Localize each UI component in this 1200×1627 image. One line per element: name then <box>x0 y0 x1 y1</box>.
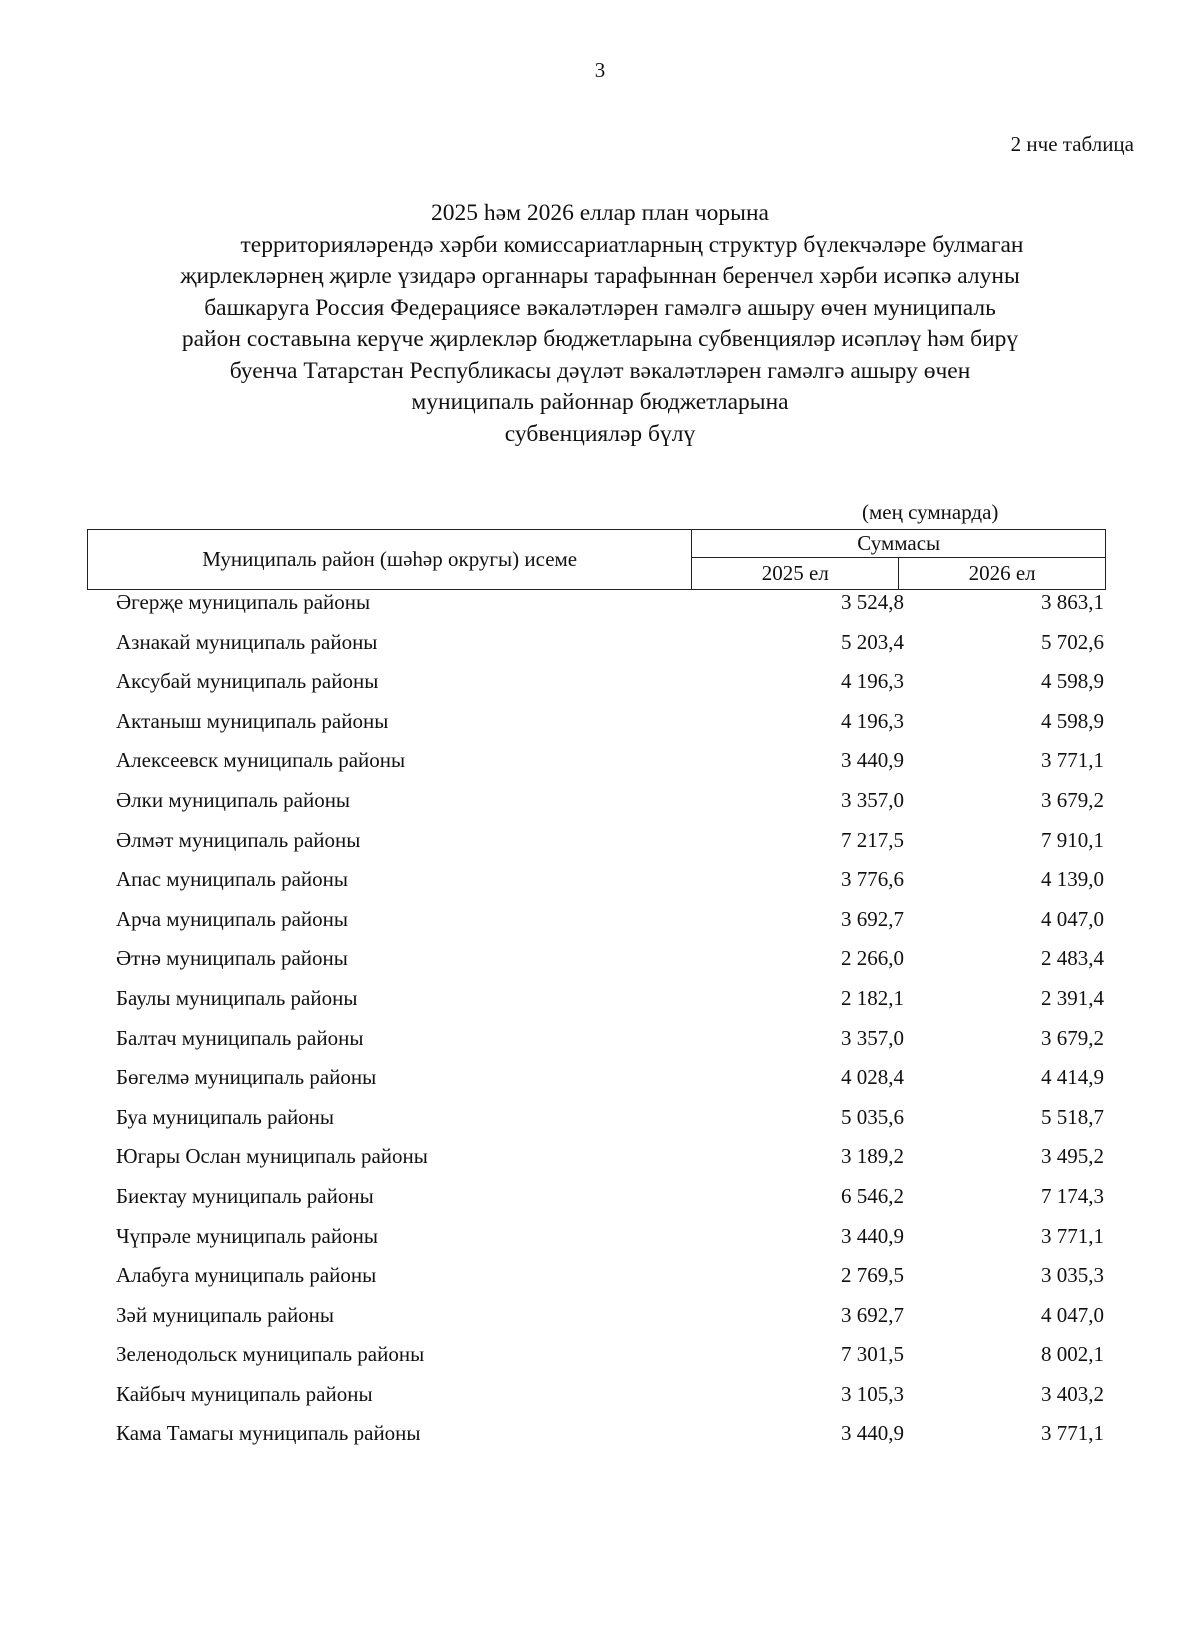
amount-2026: 5 702,6 <box>1041 629 1104 654</box>
amount-2025: 7 217,5 <box>841 827 904 852</box>
district-name: Азнакай муниципаль районы <box>116 629 378 654</box>
amount-2025: 3 776,6 <box>841 867 904 892</box>
table-row <box>0 1144 1200 1184</box>
title-line: территорияләрендә хәрби комиссариатларның структур бүлекчәләре булмаган <box>240 231 1024 258</box>
amount-2026: 2 391,4 <box>1041 985 1104 1010</box>
table-row <box>0 1065 1200 1105</box>
district-name: Зеленодольск муниципаль районы <box>116 1342 425 1367</box>
title-line: җирлекләрнең җирле үзидарә органнары тарафыннан беренчел хәрби исәпкә алуны <box>180 263 1020 289</box>
table-row <box>0 590 1200 630</box>
table-row <box>0 1342 1200 1382</box>
amount-2025: 3 692,7 <box>841 1302 904 1327</box>
amount-2026: 4 598,9 <box>1041 669 1104 694</box>
amount-2025: 3 357,0 <box>841 1025 904 1050</box>
title-line: 2025 һәм 2026 еллар план чорына <box>431 200 769 226</box>
amount-2026: 2 483,4 <box>1041 946 1104 971</box>
title-line: субвенцияләр бүлү <box>504 420 696 447</box>
table-row <box>0 828 1200 868</box>
amount-2026: 3 403,2 <box>1041 1381 1104 1406</box>
table-row <box>0 1105 1200 1145</box>
district-name: Әлмәт муниципаль районы <box>116 827 361 852</box>
table-row <box>0 1184 1200 1224</box>
amount-2025: 6 546,2 <box>841 1183 904 1208</box>
amount-2026: 7 174,3 <box>1041 1183 1104 1208</box>
table-row <box>0 748 1200 788</box>
district-name: Әгерҗе муниципаль районы <box>116 590 371 614</box>
title-line: муниципаль районнар бюджетларына <box>411 389 789 415</box>
table-row <box>0 907 1200 947</box>
table-row <box>0 946 1200 986</box>
amount-2026: 4 139,0 <box>1041 867 1104 892</box>
district-name: Әлки муниципаль районы <box>116 787 351 812</box>
district-name: Биектау муниципаль районы <box>116 1183 374 1208</box>
header-sum: Суммасы <box>692 530 1106 558</box>
amount-2026: 3 495,2 <box>1041 1144 1104 1169</box>
table-row <box>0 1263 1200 1303</box>
amount-2025: 3 692,7 <box>841 906 904 931</box>
district-name: Әтнә муниципаль районы <box>116 946 348 971</box>
district-name: Баулы муниципаль районы <box>116 985 358 1010</box>
amount-2025: 5 203,4 <box>841 629 904 654</box>
table-row <box>0 1026 1200 1066</box>
amount-2026: 4 414,9 <box>1041 1065 1104 1090</box>
amount-2026: 3 863,1 <box>1041 590 1104 614</box>
amount-2025: 4 028,4 <box>841 1065 904 1090</box>
amount-2025: 3 524,8 <box>841 590 904 614</box>
title-line: буенча Татарстан Республикасы дәүләт вәкаләтләрен гамәлгә ашыру өчен <box>229 357 971 384</box>
district-name: Югары Ослан муниципаль районы <box>116 1144 428 1169</box>
amount-2026: 4 047,0 <box>1041 906 1104 931</box>
table-row <box>0 1224 1200 1264</box>
amount-2026: 4 047,0 <box>1041 1302 1104 1327</box>
amount-2025: 2 266,0 <box>841 946 904 971</box>
amount-2026: 3 679,2 <box>1041 1025 1104 1050</box>
amount-2026: 3 771,1 <box>1041 1223 1104 1248</box>
amount-2025: 4 196,3 <box>841 708 904 733</box>
amount-2026: 3 035,3 <box>1041 1263 1104 1288</box>
district-name: Аксубай муниципаль районы <box>116 669 379 694</box>
amount-2026: 3 679,2 <box>1041 787 1104 812</box>
district-name: Зәй муниципаль районы <box>116 1302 335 1327</box>
amount-2025: 3 105,3 <box>841 1381 904 1406</box>
page-number: 3 <box>594 58 606 82</box>
amount-2025: 3 357,0 <box>841 787 904 812</box>
table-row <box>0 1421 1200 1461</box>
table-row <box>0 669 1200 709</box>
district-name: Апас муниципаль районы <box>116 867 348 892</box>
district-name: Кама Тамагы муниципаль районы <box>116 1421 421 1446</box>
district-name: Алексеевск муниципаль районы <box>116 748 406 773</box>
table-body <box>0 590 1200 1461</box>
header-year-2026: 2026 ел <box>899 558 1106 590</box>
district-name: Балтач муниципаль районы <box>116 1025 364 1050</box>
amount-2025: 2 182,1 <box>841 985 904 1010</box>
title-line: башкаруга Россия Федерациясе вәкаләтләрен гамәлгә ашыру өчен муниципаль <box>204 294 996 321</box>
title-line: район составына керүче җирлекләр бюджетларына субвенцияләр исәпләү һәм бирү <box>181 326 1019 352</box>
district-name: Буа муниципаль районы <box>116 1104 335 1129</box>
header-year-2025: 2025 ел <box>692 558 899 590</box>
district-name: Актаныш муниципаль районы <box>116 708 389 733</box>
header-name: Муниципаль район (шәһәр округы) исеме <box>88 530 692 590</box>
units-note: (мең сумнарда) <box>862 500 999 524</box>
table-row <box>0 1303 1200 1343</box>
table-row <box>0 986 1200 1026</box>
district-name: Чүпрәле муниципаль районы <box>116 1223 378 1248</box>
table-row <box>0 709 1200 749</box>
table-row <box>0 867 1200 907</box>
amount-2025: 3 440,9 <box>841 748 904 773</box>
amount-2025: 3 440,9 <box>841 1223 904 1248</box>
table-header <box>87 529 1106 590</box>
amount-2025: 5 035,6 <box>841 1104 904 1129</box>
district-name: Алабуга муниципаль районы <box>116 1263 377 1288</box>
district-name: Бөгелмә муниципаль районы <box>116 1065 377 1090</box>
table-row <box>0 788 1200 828</box>
amount-2026: 4 598,9 <box>1041 708 1104 733</box>
amount-2025: 3 189,2 <box>841 1144 904 1169</box>
district-name: Арча муниципаль районы <box>116 906 348 931</box>
amount-2026: 8 002,1 <box>1041 1342 1104 1367</box>
amount-2026: 7 910,1 <box>1041 827 1104 852</box>
table-caption: 2 нче таблица <box>1010 132 1134 156</box>
table-row <box>0 630 1200 670</box>
district-name: Кайбыч муниципаль районы <box>116 1381 373 1406</box>
amount-2026: 5 518,7 <box>1041 1104 1104 1129</box>
amount-2025: 4 196,3 <box>841 669 904 694</box>
table-row <box>0 1382 1200 1422</box>
amount-2025: 2 769,5 <box>841 1263 904 1288</box>
amount-2025: 7 301,5 <box>841 1342 904 1367</box>
amount-2025: 3 440,9 <box>841 1421 904 1446</box>
document-title <box>100 198 1100 450</box>
amount-2026: 3 771,1 <box>1041 748 1104 773</box>
amount-2026: 3 771,1 <box>1041 1421 1104 1446</box>
